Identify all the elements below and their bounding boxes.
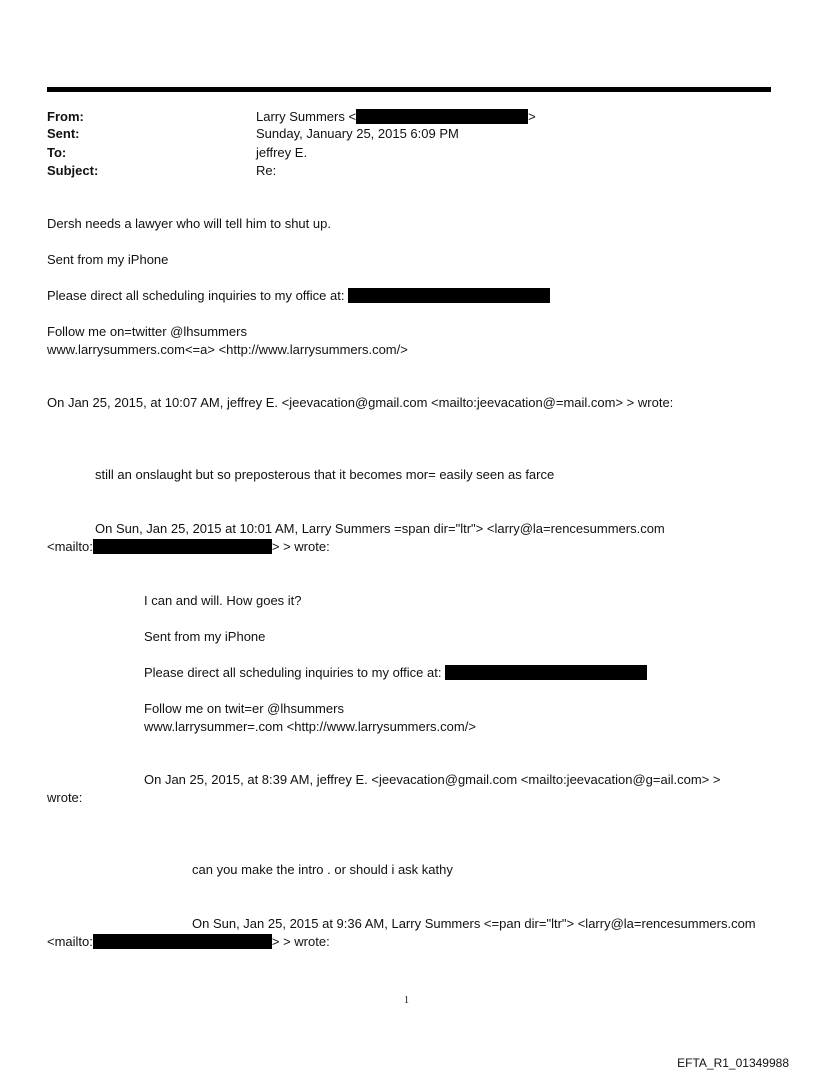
mailto-text: <mailto:	[47, 934, 93, 949]
to-label: To:	[47, 145, 67, 160]
wrote-text: > > wrote:	[271, 539, 330, 554]
body-line: www.larrysummers.com<=a> <http://www.larrysummers.com/>	[47, 342, 408, 357]
body-line	[144, 665, 647, 681]
body-line	[47, 539, 330, 555]
page-number: 1	[404, 995, 409, 1006]
mailto-text: <mailto:	[47, 539, 93, 554]
body-line: On Jan 25, 2015, at 10:07 AM, jeffrey E. <jeevacation@gmail.com <mailto:jeevacation@=mail.com> > wrote:	[47, 395, 674, 410]
scheduling-text: Please direct all scheduling inquiries to my office at:	[47, 288, 345, 303]
sent-label: Sent:	[47, 126, 80, 141]
redaction-block	[93, 539, 272, 554]
redaction-block	[356, 109, 528, 124]
body-line: On Sun, Jan 25, 2015 at 10:01 AM, Larry Summers =span dir="ltr"> <larry@la=rencesummers.com	[95, 521, 665, 536]
body-line: can you make the intro . or should i ask kathy	[192, 862, 453, 877]
redaction-block	[348, 288, 550, 303]
body-line: I can and will. How goes it?	[144, 593, 302, 608]
body-line: On Jan 25, 2015, at 8:39 AM, jeffrey E. <jeevacation@gmail.com <mailto:jeevacation@g=ail.com> >	[144, 772, 721, 787]
from-name: Larry Summers <	[256, 109, 357, 124]
body-line: www.larrysummer=.com <http://www.larrysummers.com/>	[144, 719, 476, 734]
redaction-block	[93, 934, 272, 949]
body-line: Follow me on twit=er @lhsummers	[144, 701, 344, 716]
from-value	[256, 109, 536, 125]
wrote-text: > > wrote:	[271, 934, 330, 949]
body-line	[47, 934, 330, 950]
subject-label: Subject:	[47, 163, 99, 178]
from-label: From:	[47, 109, 84, 124]
body-line: Dersh needs a lawyer who will tell him to shut up.	[47, 216, 331, 231]
redaction-block	[445, 665, 647, 680]
scheduling-text: Please direct all scheduling inquiries to my office at:	[144, 665, 442, 680]
body-line	[47, 288, 550, 304]
subject-value: Re:	[256, 163, 277, 178]
from-suffix: >	[528, 109, 536, 124]
to-value: jeffrey E.	[256, 145, 308, 160]
header-rule	[47, 87, 771, 92]
bates-number: EFTA_R1_01349988	[677, 1056, 789, 1070]
body-line: Sent from my iPhone	[47, 252, 169, 267]
body-line: Sent from my iPhone	[144, 629, 266, 644]
body-line: wrote:	[47, 790, 83, 805]
body-line: On Sun, Jan 25, 2015 at 9:36 AM, Larry Summers <=pan dir="ltr"> <larry@la=rencesummers.com	[192, 916, 756, 931]
body-line: Follow me on=twitter @lhsummers	[47, 324, 247, 339]
body-line: still an onslaught but so preposterous that it becomes mor= easily seen as farce	[95, 467, 555, 482]
sent-value: Sunday, January 25, 2015 6:09 PM	[256, 126, 459, 141]
